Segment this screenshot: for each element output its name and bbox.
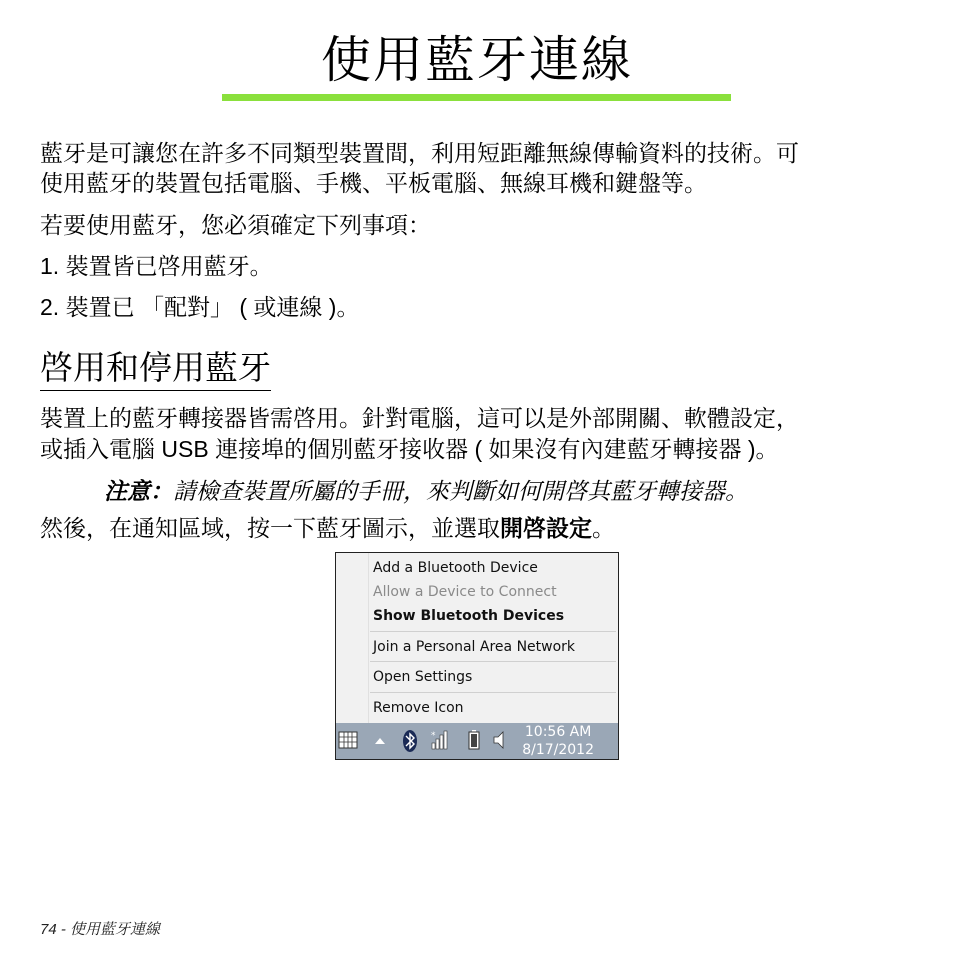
requirement-item-2: 2. 裝置已 「配對」 ( 或連線 )。 bbox=[40, 294, 360, 320]
page-footer: 74 - 使用藍牙連線 bbox=[40, 921, 161, 938]
context-menu bbox=[336, 553, 618, 723]
speaker-icon[interactable] bbox=[492, 729, 506, 751]
menu-item-show-devices[interactable]: Show Bluetooth Devices bbox=[373, 608, 565, 624]
clock-time: 10:56 AM bbox=[524, 724, 592, 740]
keyboard-icon[interactable] bbox=[338, 729, 358, 751]
taskbar-clock[interactable] bbox=[522, 723, 594, 759]
menu-item-open-settings[interactable]: Open Settings bbox=[373, 669, 473, 685]
section-heading: 啓用和停用藍牙 bbox=[40, 346, 271, 391]
menu-separator bbox=[370, 631, 616, 632]
title-underline-bar bbox=[222, 94, 731, 101]
instruction-bold-open-settings: 開啓設定 bbox=[500, 515, 592, 541]
up-arrow-icon[interactable] bbox=[374, 729, 386, 751]
bluetooth-icon[interactable] bbox=[402, 729, 418, 753]
note-label: 注意： bbox=[104, 478, 173, 504]
network-signal-icon[interactable] bbox=[430, 729, 450, 751]
menu-separator bbox=[370, 661, 616, 662]
instruction-line bbox=[40, 513, 920, 543]
requirement-text: 若要使用藍牙，您必須確定下列事項： bbox=[40, 212, 431, 238]
intro-line-1: 藍牙是可讓您在許多不同類型裝置間，利用短距離無線傳輸資料的技術。可 bbox=[40, 140, 799, 166]
clock-date: 8/17/2012 bbox=[522, 742, 594, 758]
page-title: 使用藍牙連線 bbox=[321, 32, 633, 88]
intro-line-2: 使用藍牙的裝置包括電腦、手機、平板電腦、無線耳機和鍵盤等。 bbox=[40, 170, 707, 196]
taskbar bbox=[336, 723, 618, 759]
note-text: 請檢查裝置所屬的手冊，來判斷如何開啓其藍牙轉接器。 bbox=[173, 478, 748, 504]
menu-gutter bbox=[368, 553, 369, 723]
menu-separator bbox=[370, 692, 616, 693]
note bbox=[104, 476, 748, 506]
instruction-prefix: 然後，在通知區域，按一下藍牙圖示，並選取 bbox=[40, 515, 500, 541]
menu-item-allow-device: Allow a Device to Connect bbox=[373, 584, 557, 600]
instruction-suffix: 。 bbox=[592, 515, 615, 541]
svg-text:*: * bbox=[431, 731, 436, 741]
bluetooth-menu-screenshot bbox=[335, 552, 619, 760]
battery-icon[interactable] bbox=[468, 729, 480, 751]
section-line-1: 裝置上的藍牙轉接器皆需啓用。針對電腦，這可以是外部開關、軟體設定， bbox=[40, 405, 799, 431]
section-line-2: 或插入電腦 USB 連接埠的個別藍牙接收器 ( 如果沒有內建藍牙轉接器 )。 bbox=[40, 436, 779, 462]
menu-item-add-device[interactable]: Add a Bluetooth Device bbox=[373, 560, 538, 576]
menu-item-remove-icon[interactable]: Remove Icon bbox=[373, 700, 464, 716]
menu-item-join-pan[interactable]: Join a Personal Area Network bbox=[373, 639, 576, 655]
requirement-item-1: 1. 裝置皆已啓用藍牙。 bbox=[40, 253, 273, 279]
